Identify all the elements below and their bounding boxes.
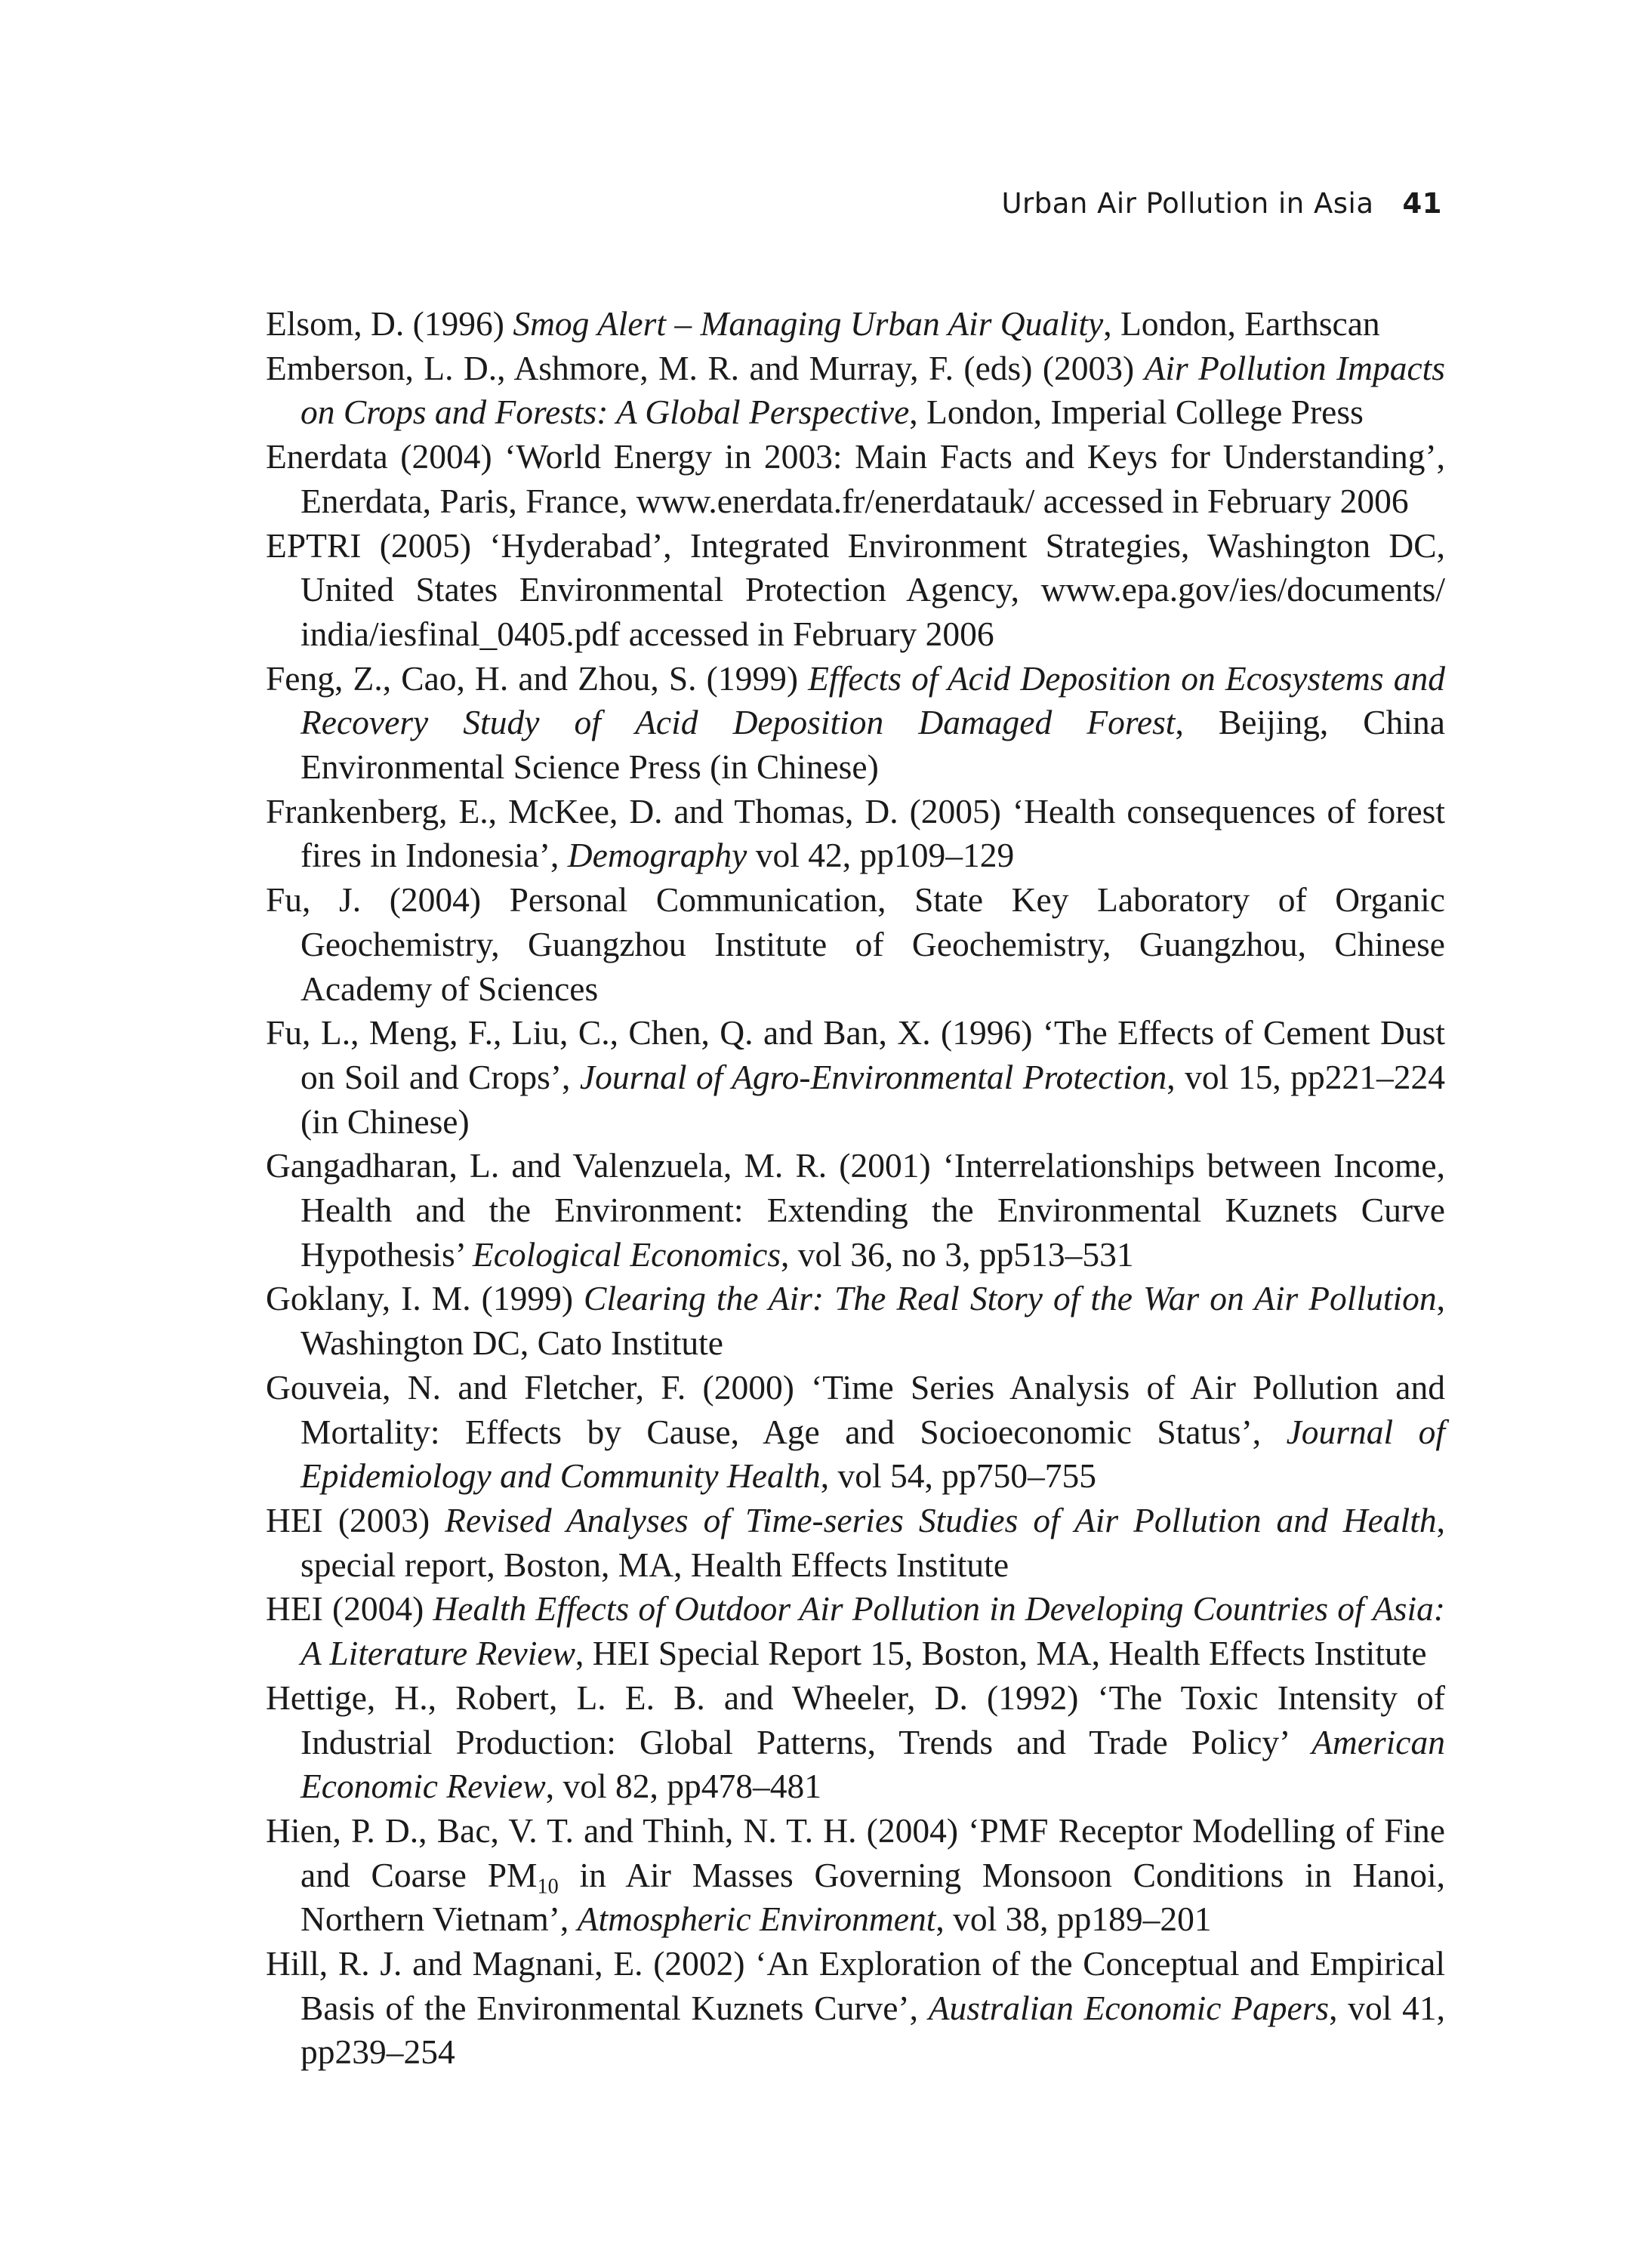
reference-text: , vol 82, pp478–481 [545, 1767, 821, 1806]
reference-text: Hill, R. J. and Magnani, E. (2002) ‘An Exploration of the Conceptual and Empirical Basis of the Environmental Kuznets Curve’, [266, 1944, 1445, 2027]
reference-text: Frankenberg, E., McKee, D. and Thomas, D. (2005) ‘Health consequences of forest fires in Indonesia’, [266, 791, 1445, 875]
reference-title: Air Pollution Impacts on Crops and Forests: A Global Perspective [301, 348, 1445, 432]
reference-text: Emberson, L. D., Ashmore, M. R. and Murray, F. (eds) (2003) [266, 348, 1145, 387]
reference-text: , vol 38, pp189–201 [935, 1900, 1212, 1939]
reference-entry [266, 1277, 1445, 1365]
reference-text: , vol 36, no 3, pp513–531 [781, 1234, 1134, 1274]
reference-title: Clearing the Air: The Real Story of the War on Air Pollution [584, 1279, 1437, 1318]
reference-text: , vol 54, pp750–755 [820, 1456, 1097, 1496]
reference-title: Health Effects of Outdoor Air Pollution in Developing Countries of Asia: A Literature Review [301, 1589, 1445, 1673]
reference-entry [266, 1587, 1445, 1675]
reference-title: Journal of Epidemiology and Community Health [301, 1412, 1445, 1496]
reference-text: Fu, J. (2004) Personal Communication, State Key Laboratory of Organic Geochemistry, Guangzhou Institute of Geochemistry, Guangzhou, Chinese Academy of Sciences [266, 880, 1445, 1008]
reference-text: Gangadharan, L. and Valenzuela, M. R. (2001) ‘Interrelationships between Income, Health and the Environment: Extending the Environmental Kuznets Curve Hypothesis’ [266, 1146, 1445, 1274]
reference-entry [266, 1676, 1445, 1809]
reference-text: EPTRI (2005) ‘Hyderabad’, Integrated Environment Strategies, Washington DC, United States Environmental Protection Agency, www.epa.gov/ies/documents/ india/iesfinal_0405.pdf accessed in February 2006 [266, 525, 1445, 653]
reference-entry [266, 878, 1445, 1011]
reference-text: HEI (2004) [266, 1589, 433, 1629]
reference-text: in Air Masses Governing Monsoon Conditions in Hanoi, Northern Vietnam’, [301, 1855, 1445, 1939]
reference-entry [266, 347, 1445, 435]
reference-text: Hien, P. D., Bac, V. T. and Thinh, N. T. H. (2004) ‘PMF Receptor Modelling of Fine and Coarse PM [266, 1810, 1445, 1894]
reference-text: , Washington DC, Cato Institute [301, 1279, 1445, 1363]
reference-text: Hettige, H., Robert, L. E. B. and Wheeler, D. (1992) ‘The Toxic Intensity of Industrial Production: Global Patterns, Trends and Trade Policy’ [266, 1678, 1445, 1761]
reference-text: , vol 41, pp239–254 [301, 1988, 1445, 2072]
reference-title: Journal of Agro-Environmental Protection [579, 1057, 1167, 1096]
reference-title: Revised Analyses of Time-series Studies of Air Pollution and Health [445, 1500, 1437, 1539]
reference-text: HEI (2003) [266, 1500, 445, 1539]
reference-entry [266, 302, 1445, 347]
reference-entry [266, 1499, 1445, 1587]
running-head [1001, 187, 1442, 220]
reference-text: Feng, Z., Cao, H. and Zhou, S. (1999) [266, 658, 809, 698]
reference-text: Enerdata (2004) ‘World Energy in 2003: Main Facts and Keys for Understanding’, Enerdata, Paris, France, www.enerdata.fr/enerdatauk/ accessed in February 2006 [266, 437, 1445, 520]
reference-title: Atmospheric Environment [577, 1900, 936, 1939]
reference-entry [266, 1011, 1445, 1144]
page-number: 41 [1402, 187, 1442, 220]
reference-entry [266, 790, 1445, 878]
reference-text: , HEI Special Report 15, Boston, MA, Health Effects Institute [575, 1634, 1427, 1673]
reference-entry [266, 657, 1445, 790]
reference-text: Elsom, D. (1996) [266, 304, 513, 343]
reference-text: Fu, L., Meng, F., Liu, C., Chen, Q. and Ban, X. (1996) ‘The Effects of Cement Dust on Soil and Crops’, [266, 1013, 1445, 1096]
reference-title: Ecological Economics [472, 1234, 781, 1274]
reference-text: , London, Earthscan [1103, 304, 1380, 343]
reference-title: Effects of Acid Deposition on Ecosystems and Recovery Study of Acid Deposition Damaged Forest [301, 658, 1445, 742]
reference-title: Smog Alert – Managing Urban Air Quality [513, 304, 1104, 343]
reference-entry [266, 524, 1445, 657]
reference-text: , London, Imperial College Press [909, 393, 1364, 432]
subscript: 10 [537, 1875, 559, 1899]
running-title: Urban Air Pollution in Asia [1001, 187, 1374, 220]
reference-text: , vol 15, pp221–224 (in Chinese) [301, 1057, 1445, 1141]
reference-text: , special report, Boston, MA, Health Effects Institute [301, 1500, 1445, 1584]
reference-entry [266, 1366, 1445, 1499]
reference-entry [266, 435, 1445, 523]
reference-text: vol 42, pp109–129 [747, 836, 1015, 875]
reference-text: Gouveia, N. and Fletcher, F. (2000) ‘Time Series Analysis of Air Pollution and Mortality: Effects by Cause, Age and Socioeconomic Status’, [266, 1367, 1445, 1451]
reference-title: Demography [567, 836, 747, 875]
reference-title: Australian Economic Papers [928, 1988, 1330, 2027]
reference-entry [266, 1144, 1445, 1277]
reference-title: American Economic Review [301, 1722, 1445, 1806]
reference-entry [266, 1942, 1445, 2075]
reference-text: , Beijing, China Environmental Science Press (in Chinese) [301, 703, 1445, 787]
reference-text: Goklany, I. M. (1999) [266, 1279, 584, 1318]
reference-list [266, 302, 1445, 2075]
reference-entry [266, 1809, 1445, 1942]
